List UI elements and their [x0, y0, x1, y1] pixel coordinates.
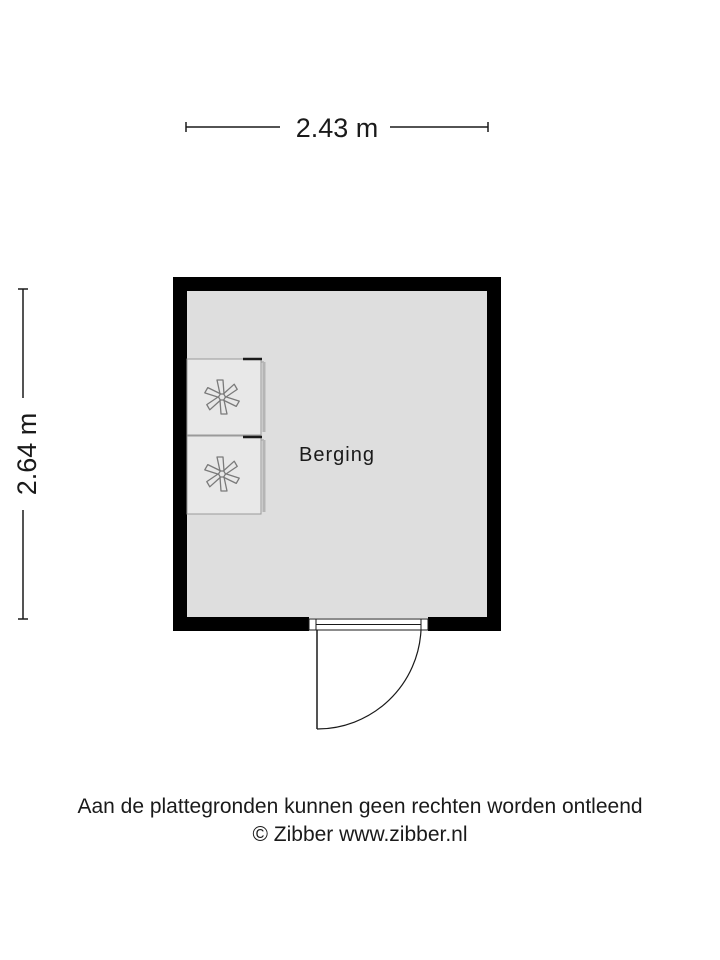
disclaimer-text: Aan de plattegronden kunnen geen rechten worden ontleend: [77, 795, 643, 818]
wall-bottom-left: [173, 617, 309, 631]
door: [317, 630, 421, 729]
door-swing-arc: [317, 630, 421, 729]
wall-left: [173, 277, 187, 631]
width-dimension: [186, 113, 488, 143]
copyright-text: © Zibber www.zibber.nl: [252, 823, 468, 846]
door-frame: [309, 619, 428, 630]
appliance-upper: [187, 359, 264, 435]
height-dimension: [12, 289, 42, 619]
wall-top: [173, 277, 501, 291]
wall-right: [487, 277, 501, 631]
appliance-lower: [187, 436, 264, 514]
wall-bottom-right: [428, 617, 501, 631]
room-label: Berging: [299, 444, 375, 466]
width-dimension-label: 2.43 m: [295, 113, 379, 143]
height-dimension-label: 2.64 m: [12, 412, 42, 496]
